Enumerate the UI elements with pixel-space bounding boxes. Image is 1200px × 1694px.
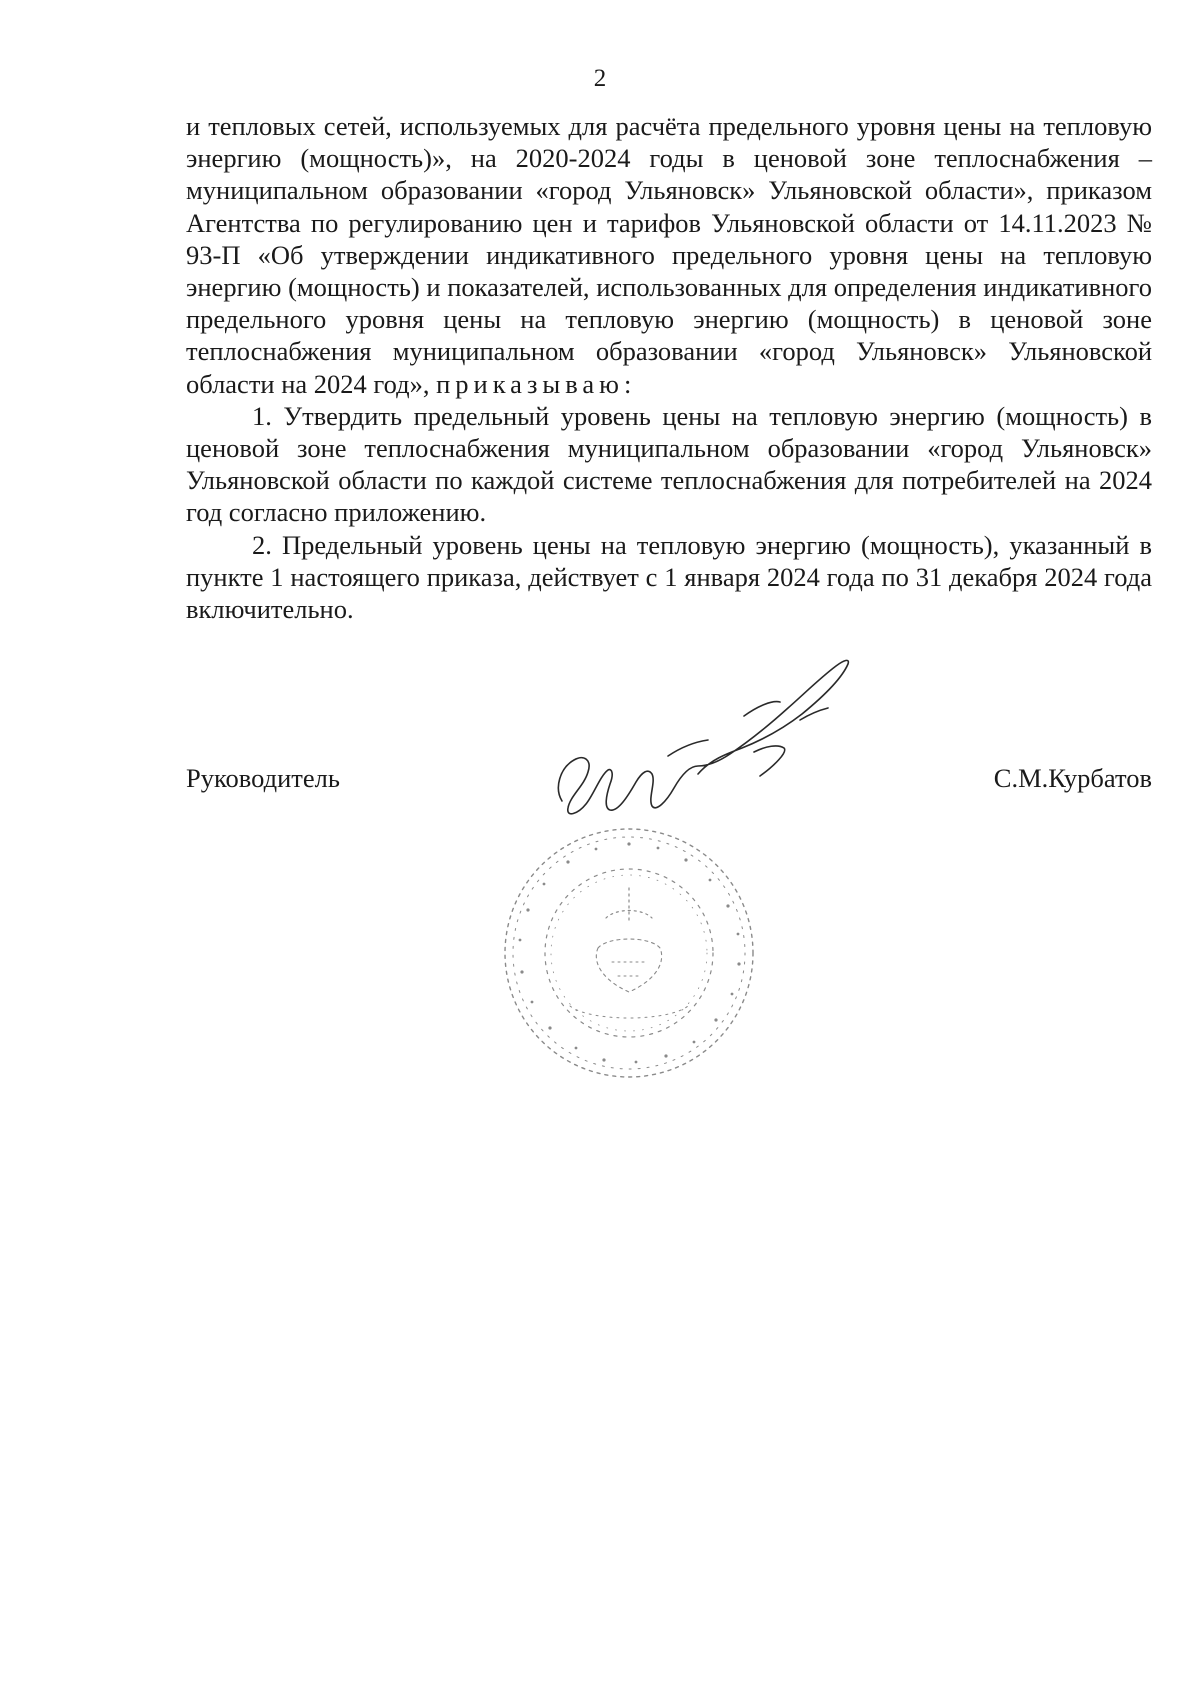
official-seal-stamp — [498, 822, 760, 1084]
order-word: приказываю — [436, 368, 624, 399]
preamble-text: и тепловых сетей, используемых для расчёта предельного уровня цены на тепловую энергию (мощность)», на 2020-2024 годы в ценовой зоне теплоснабжения – муниципальном образовании «город Ульяновск» Ульяновской области», приказом Агентства по регулированию цен и тарифов Ульяновской области от 14.11.2023 № 93-П «Об утверждении индикативного предельного уровня цены на тепловую энергию (мощность) и показателей, использованных для определения индикативного предельного уровня цены на тепловую энергию (мощность) в ценовой зоне теплоснабжения муниципальном образовании «город Ульяновск» Ульяновской области на 2024 год», — [186, 111, 1152, 399]
handwritten-signature — [548, 656, 878, 836]
paragraph-item-2: 2. Предельный уровень цены на тепловую энергию (мощность), указанный в пункте 1 настоящего приказа, действует с 1 января 2024 года по 31 декабря 2024 года включительно. — [186, 529, 1152, 625]
document-body — [186, 110, 1152, 625]
position-title: Руководитель — [186, 763, 340, 793]
paragraph-preamble — [186, 110, 1152, 400]
signer-name: С.М.Курбатов — [993, 763, 1152, 793]
paragraph-item-1: 1. Утвердить предельный уровень цены на тепловую энергию (мощность) в ценовой зоне теплоснабжения муниципальном образовании «город Ульяновск» Ульяновской области по каждой системе теплоснабжения для потребителей на 2024 год согласно приложению. — [186, 400, 1152, 528]
order-word-suffix: : — [623, 368, 632, 399]
page-number: 2 — [593, 65, 607, 92]
